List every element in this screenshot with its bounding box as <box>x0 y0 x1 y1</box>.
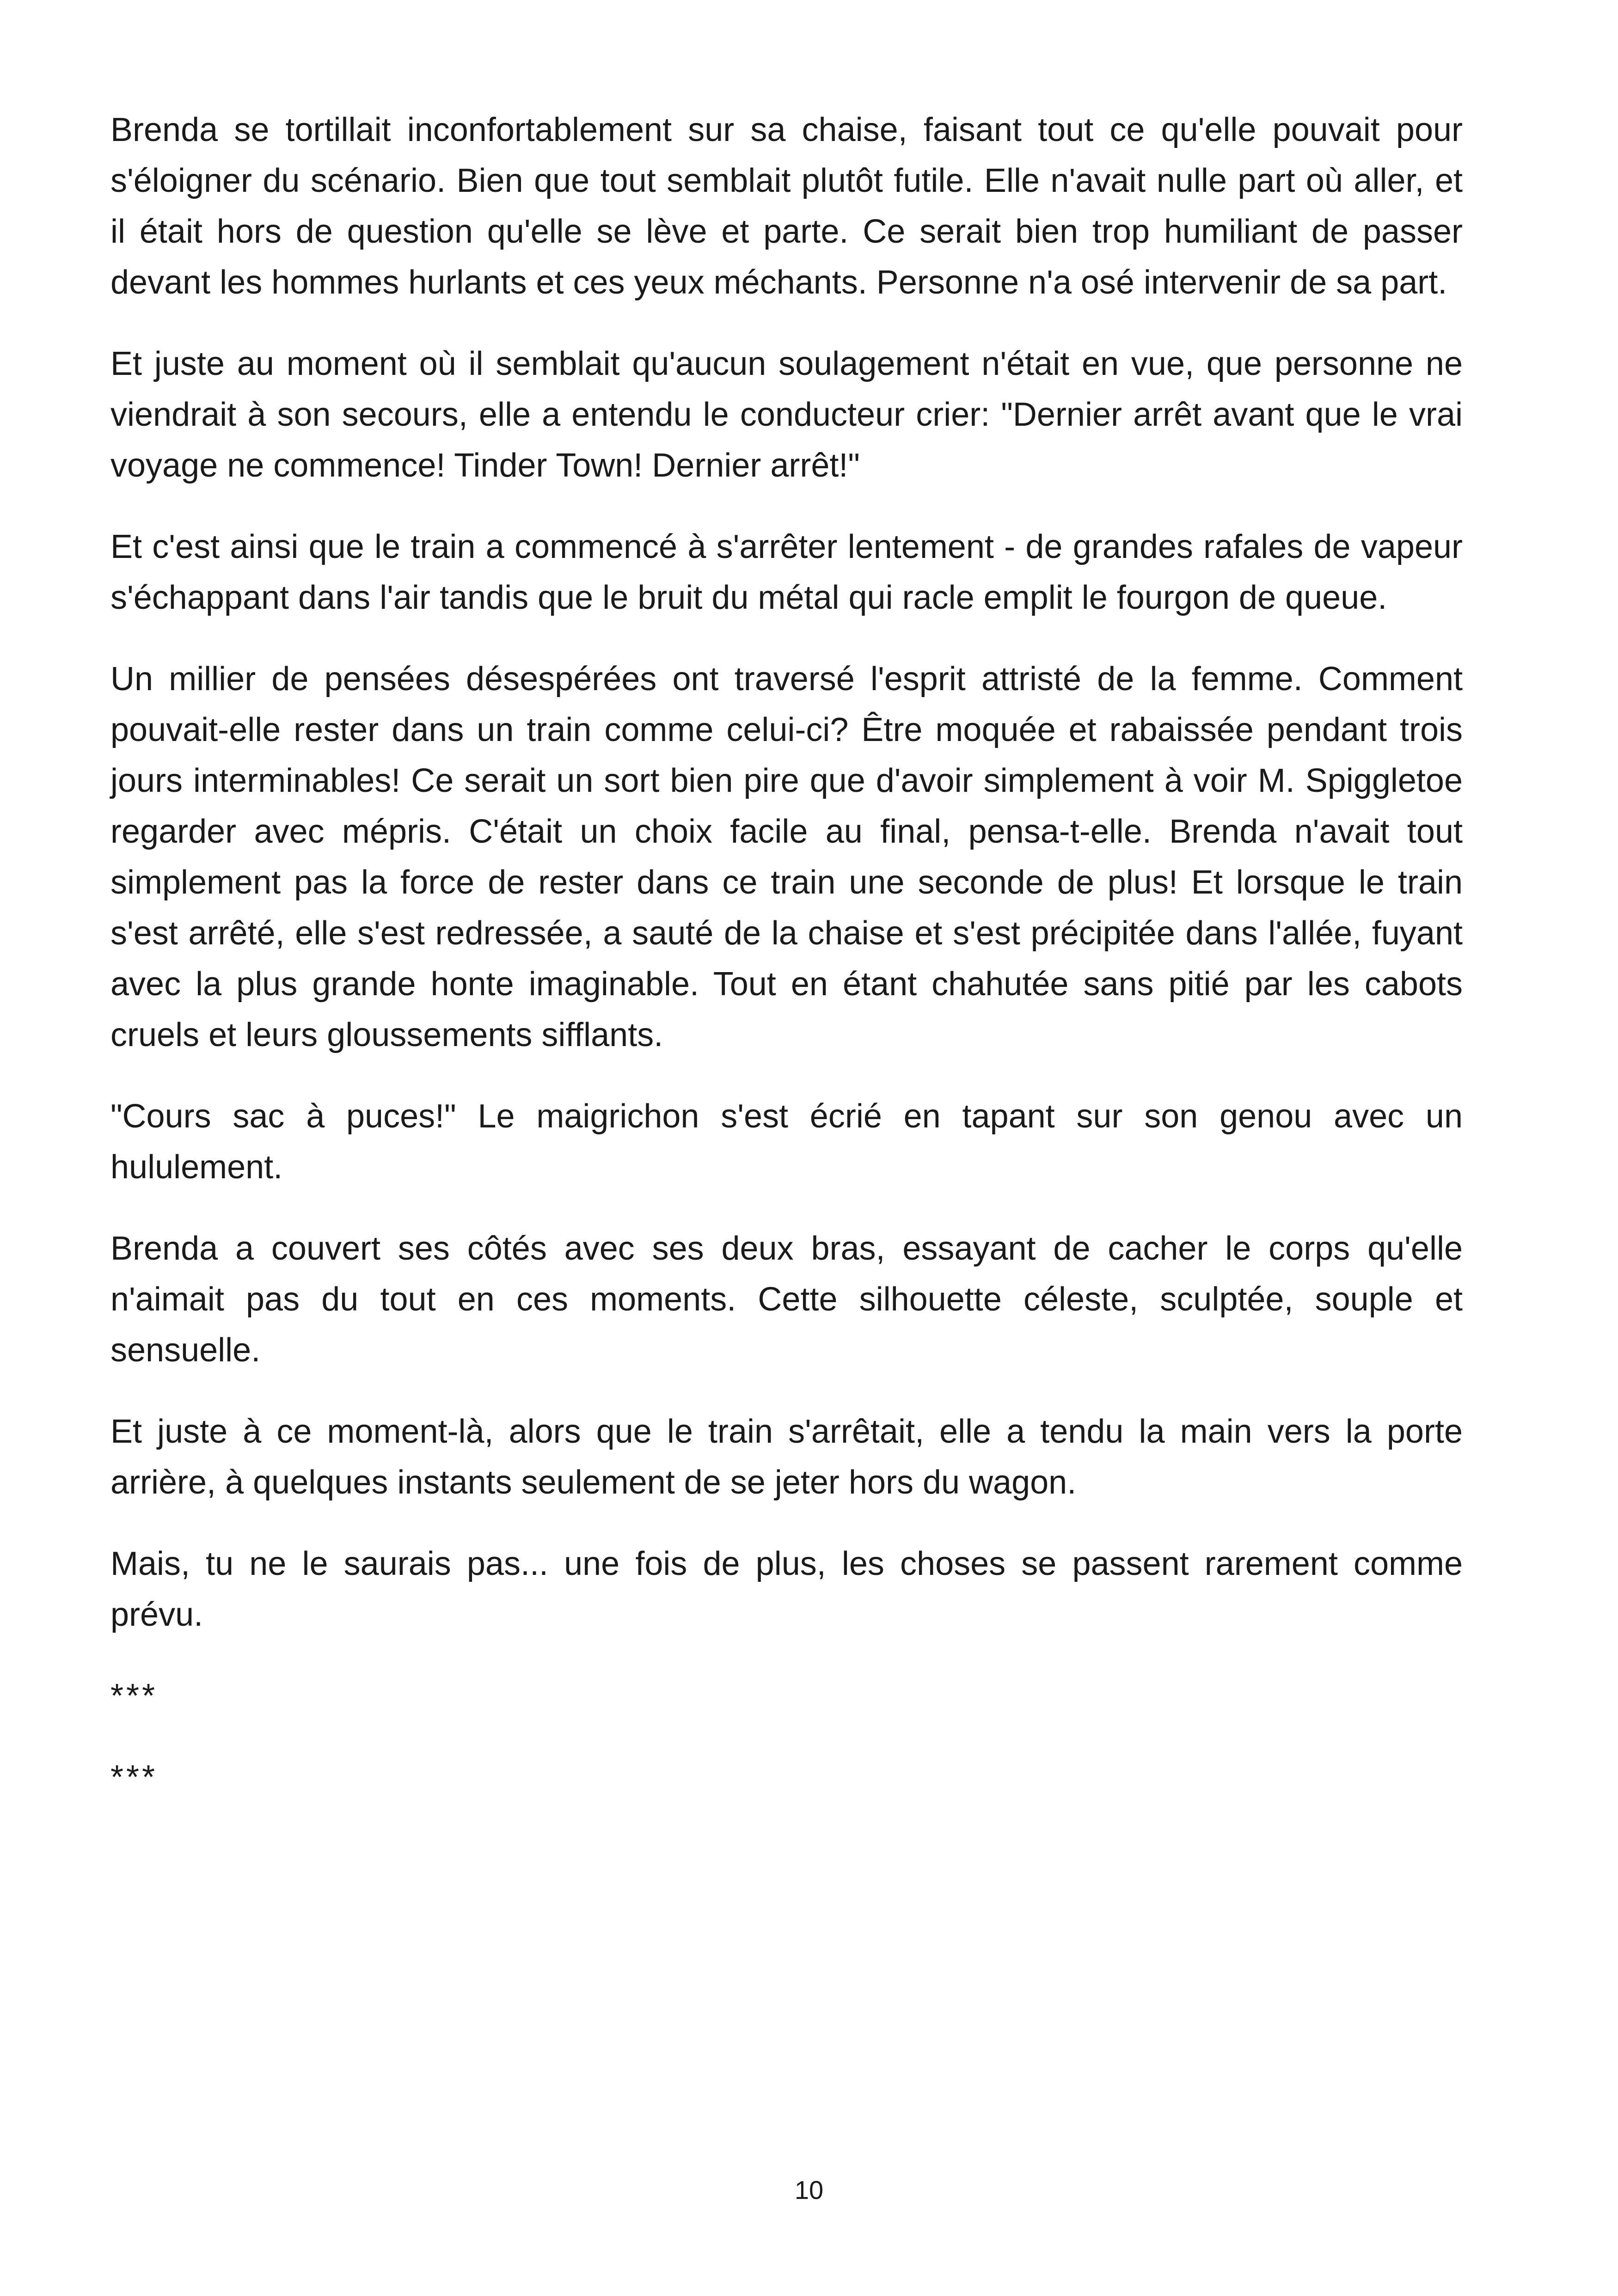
scene-separator: *** <box>110 1759 158 1796</box>
paragraph: Et juste au moment où il semblait qu'aucun soulagement n'était en vue, que personne ne viendrait à son secours, elle a entendu le conducteur crier: "Dernier arrêt avant que le vrai voyage ne commence! Tinder Town! Dernier arrêt!" <box>110 345 1463 484</box>
page-number: 10 <box>794 2175 824 2204</box>
paragraph: Et c'est ainsi que le train a commencé à s'arrêter lentement - de grandes rafales de vapeur s'échappant dans l'air tandis que le bruit du métal qui racle emplit le fourgon de queue. <box>110 528 1463 616</box>
paragraph: Et juste à ce moment-là, alors que le train s'arrêtait, elle a tendu la main vers la porte arrière, à quelques instants seulement de se jeter hors du wagon. <box>110 1413 1463 1501</box>
paragraph: Mais, tu ne le saurais pas... une fois de plus, les choses se passent rarement comme prévu. <box>110 1545 1463 1633</box>
scene-separator: *** <box>110 1678 158 1714</box>
body-text <box>110 104 1463 1833</box>
paragraph: Brenda se tortillait inconfortablement sur sa chaise, faisant tout ce qu'elle pouvait pour s'éloigner du scénario. Bien que tout semblait plutôt futile. Elle n'avait nulle part où aller, et il était hors de question qu'elle se lève et parte. Ce serait bien trop humiliant de passer devant les hommes hurlants et ces yeux méchants. Personne n'a osé intervenir de sa part. <box>110 111 1463 301</box>
paragraph: "Cours sac à puces!" Le maigrichon s'est écrié en tapant sur son genou avec un hululement. <box>110 1098 1463 1186</box>
paragraph: Un millier de pensées désespérées ont traversé l'esprit attristé de la femme. Comment pouvait-elle rester dans un train comme celui-ci? Être moquée et rabaissée pendant trois jours interminables! Ce serait un sort bien pire que d'avoir simplement à voir M. Spiggletoe regarder avec mépris. C'était un choix facile au final, pensa-t-elle. Brenda n'avait tout simplement pas la force de rester dans ce train une seconde de plus! Et lorsque le train s'est arrêté, elle s'est redressée, a sauté de la chaise et s'est précipitée dans l'allée, fuyant avec la plus grande honte imaginable. Tout en étant chahutée sans pitié par les cabots cruels et leurs gloussements sifflants. <box>110 661 1463 1053</box>
paragraph: Brenda a couvert ses côtés avec ses deux bras, essayant de cacher le corps qu'elle n'aimait pas du tout en ces moments. Cette silhouette céleste, sculptée, souple et sensuelle. <box>110 1230 1463 1369</box>
